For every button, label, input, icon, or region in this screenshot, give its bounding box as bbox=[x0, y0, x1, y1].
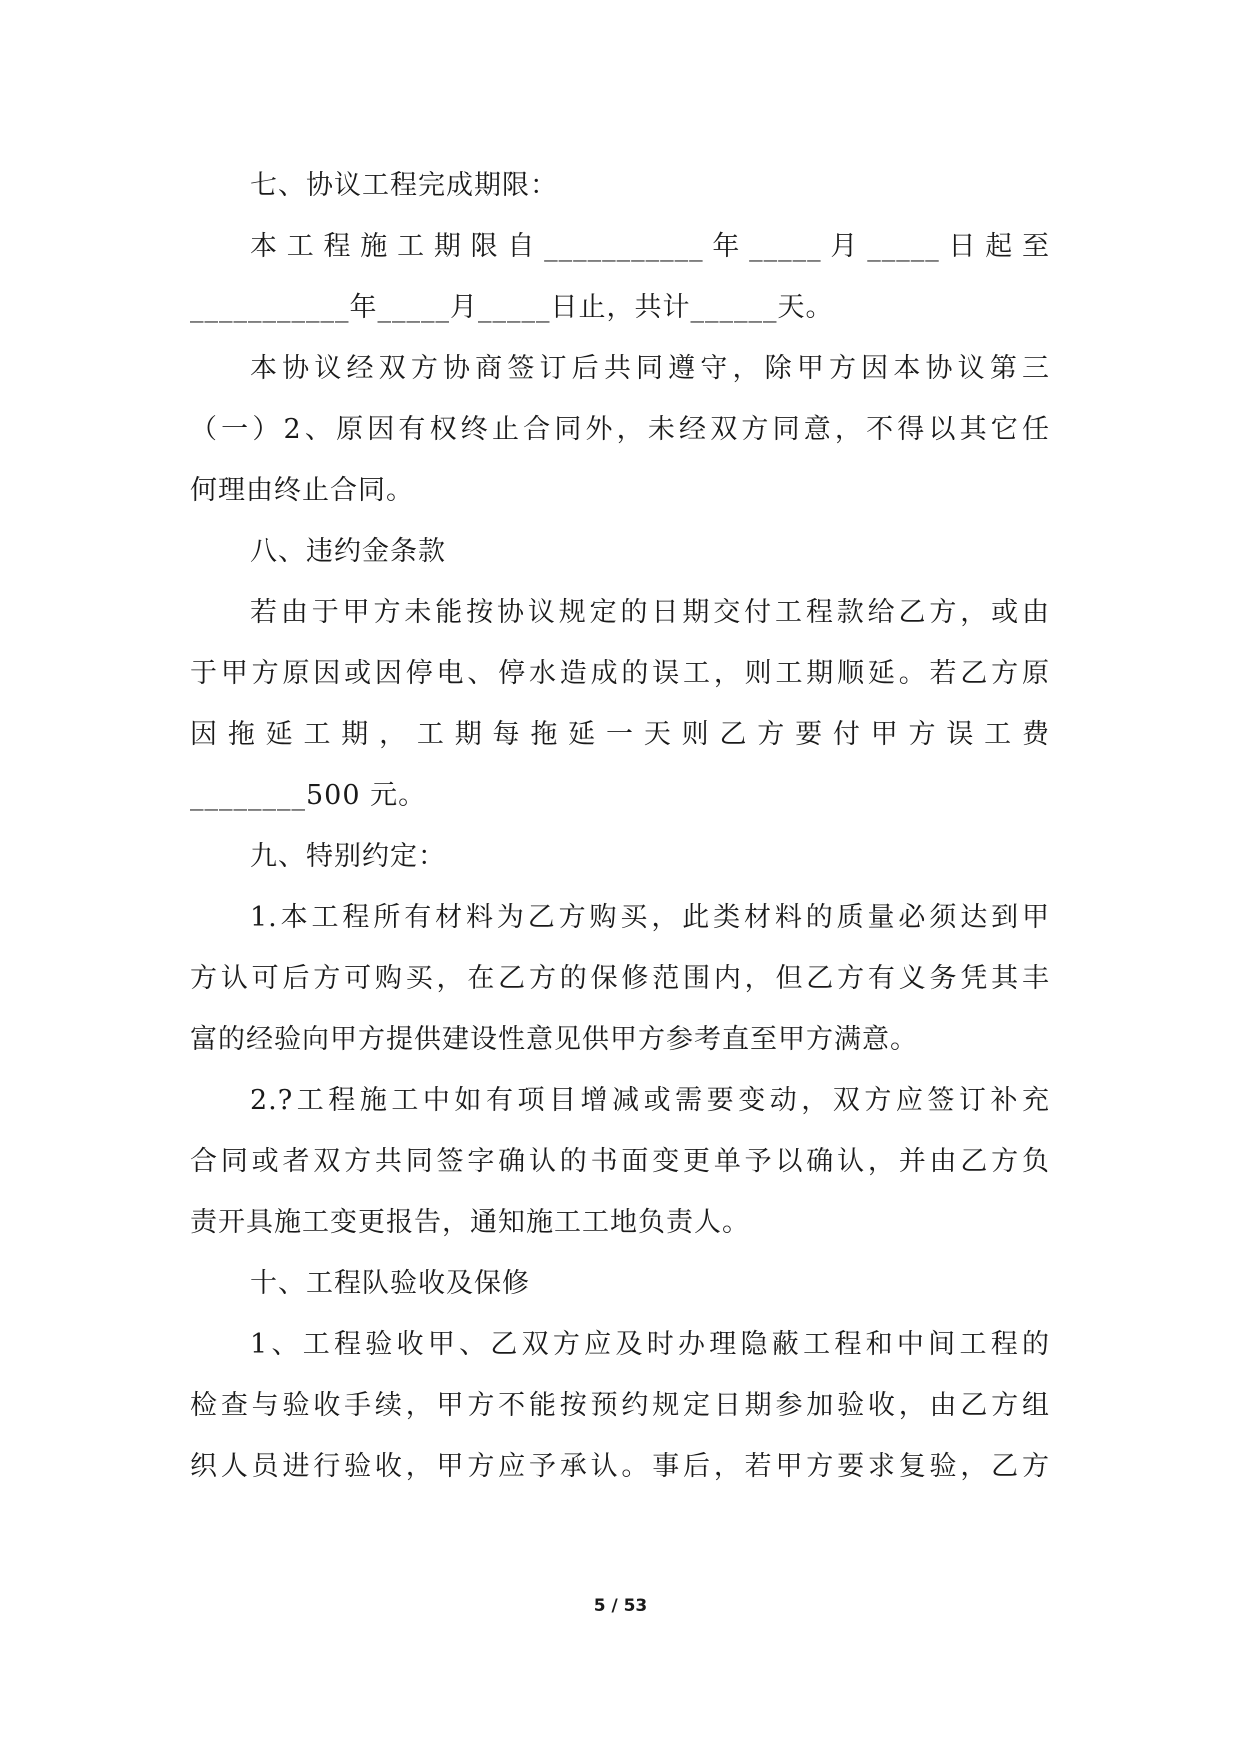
heading-completion-period: 七、协议工程完成期限： bbox=[250, 170, 558, 201]
paragraph-line: 于甲方原因或因停电、停水造成的误工，则工期顺延。若乙方原 bbox=[190, 658, 1050, 689]
paragraph-line: 因拖延工期，工期每拖延一天则乙方要付甲方误工费 bbox=[190, 719, 1050, 750]
paragraph-line: 2.?工程施工中如有项目增减或需要变动，双方应签订补充 bbox=[250, 1085, 1050, 1116]
paragraph-line: 责开具施工变更报告，通知施工工地负责人。 bbox=[190, 1207, 750, 1238]
paragraph-line: 若由于甲方未能按协议规定的日期交付工程款给乙方，或由 bbox=[250, 597, 1050, 628]
paragraph-line: 1.本工程所有材料为乙方购买，此类材料的质量必须达到甲 bbox=[250, 902, 1050, 933]
paragraph-line: 方认可后方可购买，在乙方的保修范围内，但乙方有义务凭其丰 bbox=[190, 963, 1050, 994]
paragraph-line: 1、工程验收甲、乙双方应及时办理隐蔽工程和中间工程的 bbox=[250, 1329, 1050, 1360]
paragraph-line: 富的经验向甲方提供建设性意见供甲方参考直至甲方满意。 bbox=[190, 1024, 918, 1055]
paragraph-line: 合同或者双方共同签字确认的书面变更单予以确认，并由乙方负 bbox=[190, 1146, 1050, 1177]
heading-special-agreement: 九、特别约定： bbox=[250, 841, 446, 872]
paragraph-line: 本协议经双方协商签订后共同遵守，除甲方因本协议第三 bbox=[250, 353, 1050, 384]
paragraph-line: 织人员进行验收，甲方应予承认。事后，若甲方要求复验，乙方 bbox=[190, 1451, 1050, 1482]
paragraph-line: （一）2、原因有权终止合同外，未经双方同意，不得以其它任 bbox=[190, 414, 1050, 445]
paragraph-line: ________500 元。 bbox=[190, 780, 427, 811]
paragraph-line: 检查与验收手续，甲方不能按预约规定日期参加验收，由乙方组 bbox=[190, 1390, 1050, 1421]
paragraph-line: 何理由终止合同。 bbox=[190, 475, 414, 506]
heading-penalty-clause: 八、违约金条款 bbox=[250, 536, 446, 567]
page-number: 5 / 53 bbox=[593, 1596, 648, 1616]
paragraph-line: 本工程施工期限自___________年_____月_____日起至 bbox=[250, 231, 1050, 262]
paragraph-line: ___________年_____月_____日止，共计______天。 bbox=[190, 292, 834, 323]
heading-acceptance-warranty: 十、工程队验收及保修 bbox=[250, 1268, 530, 1299]
